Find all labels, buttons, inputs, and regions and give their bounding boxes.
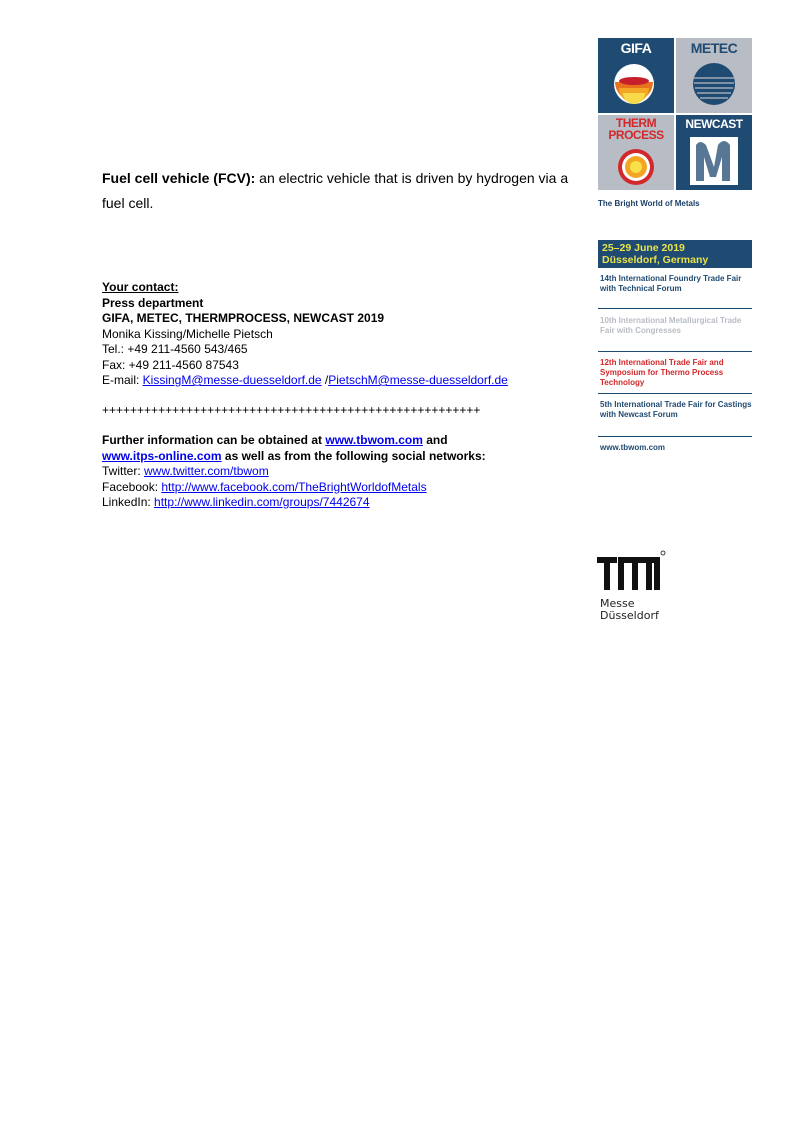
fair-date-box [598, 240, 752, 268]
fair-location: Düsseldorf, Germany [602, 254, 709, 266]
event-divider [598, 436, 752, 437]
further-info [102, 433, 582, 511]
contact-heading: Your contact: [102, 280, 179, 294]
newcast-title: NEWCAST [685, 117, 743, 131]
contact-email-line [102, 373, 582, 389]
event-newcast: 5th International Trade Fair for Castings with Newcast Forum [600, 400, 752, 419]
email-link-kissing[interactable]: KissingM@messe-duesseldorf.de [142, 373, 322, 387]
fcv-text: an electric vehicle that is driven by hydrogen via a fuel cell. [102, 170, 569, 211]
contact-fax: Fax: +49 211-4560 87543 [102, 357, 239, 372]
event-divider [598, 393, 752, 394]
fair-date: 25–29 June 2019 [602, 242, 685, 254]
facebook-link[interactable]: http://www.facebook.com/TheBrightWorldofMetals [161, 479, 427, 494]
twitter-link[interactable]: www.twitter.com/tbwom [144, 464, 269, 478]
gifa-tile [598, 38, 674, 113]
contact-tel: Tel.: +49 211-4560 543/465 [102, 342, 248, 356]
messe-line1: Messe [600, 597, 635, 610]
event-metec: 10th International Metallurgical Trade Fair with Congresses [600, 316, 742, 335]
thermprocess-title: THERM PROCESS [608, 116, 664, 142]
email-link-pietsch[interactable]: PietschM@messe-duesseldorf.de [328, 373, 508, 387]
itps-link[interactable]: www.itps-online.com [102, 448, 222, 463]
twitter-line [102, 464, 582, 480]
gifa-title: GIFA [620, 40, 652, 56]
metec-tile [676, 38, 752, 113]
event-thermprocess: 12th International Trade Fair and Symposium for Thermo Process Technology [600, 358, 724, 387]
fair-logo-grid [598, 38, 752, 190]
newcast-casting-icon [676, 115, 752, 190]
thermprocess-flame-icon [598, 115, 674, 190]
fcv-definition [102, 166, 582, 216]
metec-globe-icon [676, 38, 752, 113]
fair-website: www.tbwom.com [600, 443, 666, 452]
further-and: and [422, 433, 448, 447]
separator-line: ++++++++++++++++++++++++++++++++++++++++++++++++++++++ [102, 403, 481, 417]
gifa-ladle-icon [598, 38, 674, 113]
event-divider [598, 308, 752, 309]
contact-block [102, 280, 582, 389]
contact-names: Monika Kissing/Michelle Pietsch [102, 326, 273, 341]
email-label: E-mail: [102, 373, 143, 387]
further-intro: Further information can be obtained at [102, 433, 326, 447]
metec-title: METEC [690, 40, 738, 56]
thermprocess-tile [598, 115, 674, 190]
email-separator: / [321, 373, 329, 387]
tbwom-link[interactable]: www.tbwom.com [325, 433, 423, 447]
event-gifa: 14th International Foundry Trade Fair with Technical Forum [600, 274, 742, 293]
linkedin-label: LinkedIn: [102, 495, 155, 509]
linkedin-line [102, 495, 582, 511]
messe-logo-text [600, 598, 659, 622]
newcast-tile [676, 115, 752, 190]
linkedin-link[interactable]: http://www.linkedin.com/groups/7442674 [154, 495, 370, 509]
fcv-term: Fuel cell vehicle (FCV): [102, 170, 256, 186]
facebook-label: Facebook: [102, 479, 162, 494]
twitter-label: Twitter: [102, 464, 145, 478]
fair-tagline: The Bright World of Metals [598, 199, 700, 208]
facebook-line [102, 480, 582, 496]
event-divider [598, 351, 752, 352]
further-rest: as well as from the following social networks: [221, 448, 486, 463]
contact-event: GIFA, METEC, THERMPROCESS, NEWCAST 2019 [102, 311, 385, 325]
messe-line2: Düsseldorf [600, 609, 659, 622]
contact-department: Press department [102, 295, 204, 310]
